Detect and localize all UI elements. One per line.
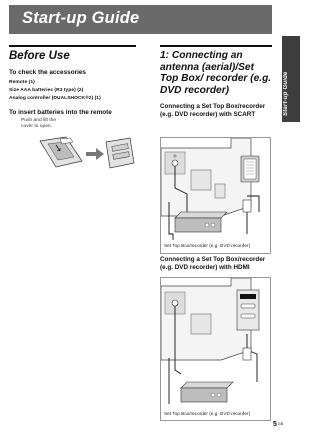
accessory-item: Size AAA batteries (R3 type) (2) (9, 88, 84, 93)
before-use-column (9, 45, 136, 129)
page-number-value: 5 (273, 421, 277, 428)
section-side-tab (282, 36, 300, 122)
guide-banner (9, 5, 272, 34)
connection-column (160, 45, 272, 119)
tv-back-panel (161, 138, 251, 216)
before-use-heading: Before Use (9, 50, 70, 62)
wall-antenna-icon (243, 348, 251, 360)
hdmi-port-icon (237, 290, 259, 330)
hdmi-connection-figure (160, 277, 271, 421)
accessories-list (9, 79, 136, 103)
page-number (273, 421, 283, 428)
recorder-device-icon (175, 212, 227, 232)
scart-heading: Connecting a Set Top Box/recorder (e.g. DVD recorder) with SCART (160, 103, 266, 119)
side-tab-label: Start-up Guide (283, 71, 289, 116)
remote-batteries-icon (106, 138, 134, 168)
page-title: Start-up Guide (22, 9, 140, 27)
scart-caption: Set Top Box/recorder (e.g. DVD recorder) (164, 243, 251, 248)
antenna-socket-icon (172, 300, 178, 306)
connection-heading: 1: Connecting an antenna (aerial)/Set Top Box/ recorder (e.g. DVD recorder) (160, 50, 272, 96)
hdmi-heading: Connecting a Set Top Box/recorder (e.g. DVD recorder) with HDMI (160, 256, 266, 271)
scart-diagram (161, 138, 270, 244)
accessory-item: Remote (1) (9, 80, 35, 85)
section-rule (9, 45, 136, 47)
scart-socket-icon (241, 156, 259, 182)
accessory-item: Analog controller (DUALSHOCK®2) (1) (9, 96, 101, 101)
recorder-device-icon (181, 382, 233, 402)
remote-open-icon (40, 137, 82, 167)
wall-antenna-icon (243, 200, 251, 234)
batteries-note: Push and lift the cover to open. (21, 118, 57, 129)
hdmi-diagram (161, 278, 270, 410)
batteries-heading: To insert batteries into the remote (9, 109, 112, 116)
accessories-heading: To check the accessories (9, 69, 86, 76)
page-number-suffix: GB (277, 422, 284, 426)
battery-insert-illustration (36, 135, 136, 171)
hdmi-caption: Set Top Box/recorder (e.g. DVD recorder) (164, 411, 251, 416)
antenna-socket-icon (172, 160, 178, 166)
section-rule (160, 45, 272, 47)
arrow-right-icon (86, 148, 104, 160)
scart-connection-figure (160, 137, 271, 254)
